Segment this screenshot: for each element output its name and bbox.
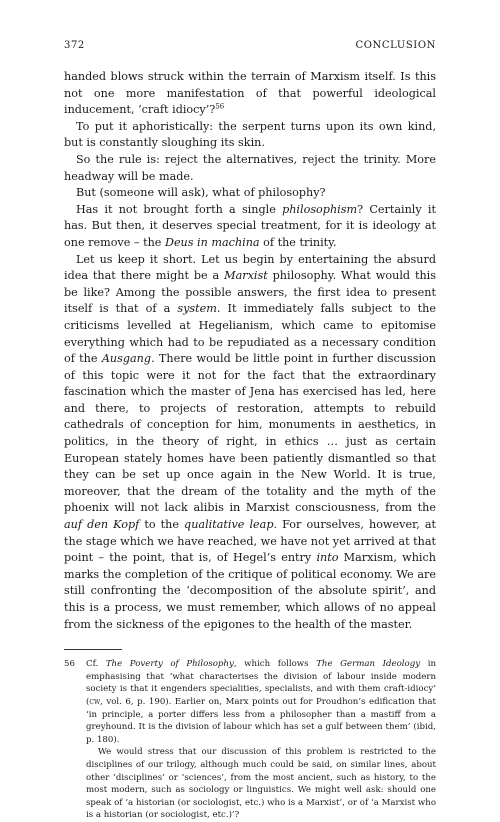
footnote-number: 56: [64, 659, 75, 670]
footnote-body: [86, 658, 436, 822]
footnote: [64, 658, 436, 822]
paragraph-3: So the rule is: reject the alternatives, reject the trinity. More headway will be made.: [64, 152, 436, 183]
body-text: [64, 69, 436, 633]
footnote-ref[interactable]: 56: [215, 102, 225, 111]
paragraph-6: Let us keep it short. Let us begin by entertaining the absurd idea that there might be a Marxist philosophy. What would this be like? Among the possible answers, the first idea to present itself is that of a system. It immediately falls subject to the criticisms levelled at Hegelianism, which came to epitomise everything which had to be repudiated as a necessary condition of the Ausgang. There would be little point in further discussion of this topic were it not for the fact that the extraordinary fascination which the master of Jena has exercised has led, here and there, to projects of restoration, attempts to rebuild cathedrals of conception for him, monuments in aesthetics, in politics, in the theory of right, in ethics … just as certain European stately homes have been patiently dismantled so that they can be set up once again in the New World. It is true, moreover, that the dream of the totality and the myth of the phoenix will not lack alibis in Marxist consciousness, from the auf den Kopf to the qualitative leap. For ourselves, however, at the stage which we have reached, we have not yet arrived at that point – the point, that is, of Hegel’s entry into Marxism, which marks the completion of the critique of political economy. We are still confronting the ‘decomposition of the absolute spirit’, and this is a process, we must remember, which allows of no appeal from the sickness of the epigones to the health of the master.: [64, 252, 436, 631]
paragraph-2: To put it aphoristically: the serpent turns upon its own kind, but is constantly sloughing its skin.: [64, 119, 436, 150]
book-page: [64, 40, 436, 822]
paragraph-4: But (someone will ask), what of philosophy?: [76, 186, 326, 200]
paragraph-5: Has it not brought forth a single philosophism? Certainly it has. But then, it deserves special treatment, for it is ideology at one remove – the Deus in machina of the trinity.: [64, 202, 436, 249]
paragraph-1: handed blows struck within the terrain of Marxism itself. Is this not one more manifestation of that powerful ideological inducement, ‘craft idiocy’?$^{56}$: [64, 70, 436, 117]
footnote-paragraph-2: We would stress that our discussion of this problem is restricted to the disciplines of our trilogy, although much could be said, on similar lines, about other ‘disciplines’ or ‘sciences’, from the most ancient, such as history, to the most modern, such as sociology or linguistics. We might well ask: should one speak of ‘a historian (or sociologist, etc.) who is a Marxist’, or of ‘a Marxist who is a historian (or sociologist, etc.)’?: [86, 747, 436, 821]
footnote-divider: [64, 649, 122, 650]
section-title: CONCLUSION: [355, 40, 436, 51]
footnote-paragraph-1: Cf. The Poverty of Philosophy, which follows The German Ideology in emphasising that ‘what characterises the division of labour inside modern society is that it engenders specialities, specialists, and with them craft-idiocy’ (cw, vol. 6, p. 190). Earlier on, Marx points out for Proudhon’s edification that ‘in principle, a porter differs less from a philosopher than a mastiff from a greyhound. It is the division of labour which has set a gulf between them’ (ibid, p. 180).: [86, 659, 436, 745]
page-number: 372: [64, 40, 85, 51]
running-head: [64, 40, 436, 51]
